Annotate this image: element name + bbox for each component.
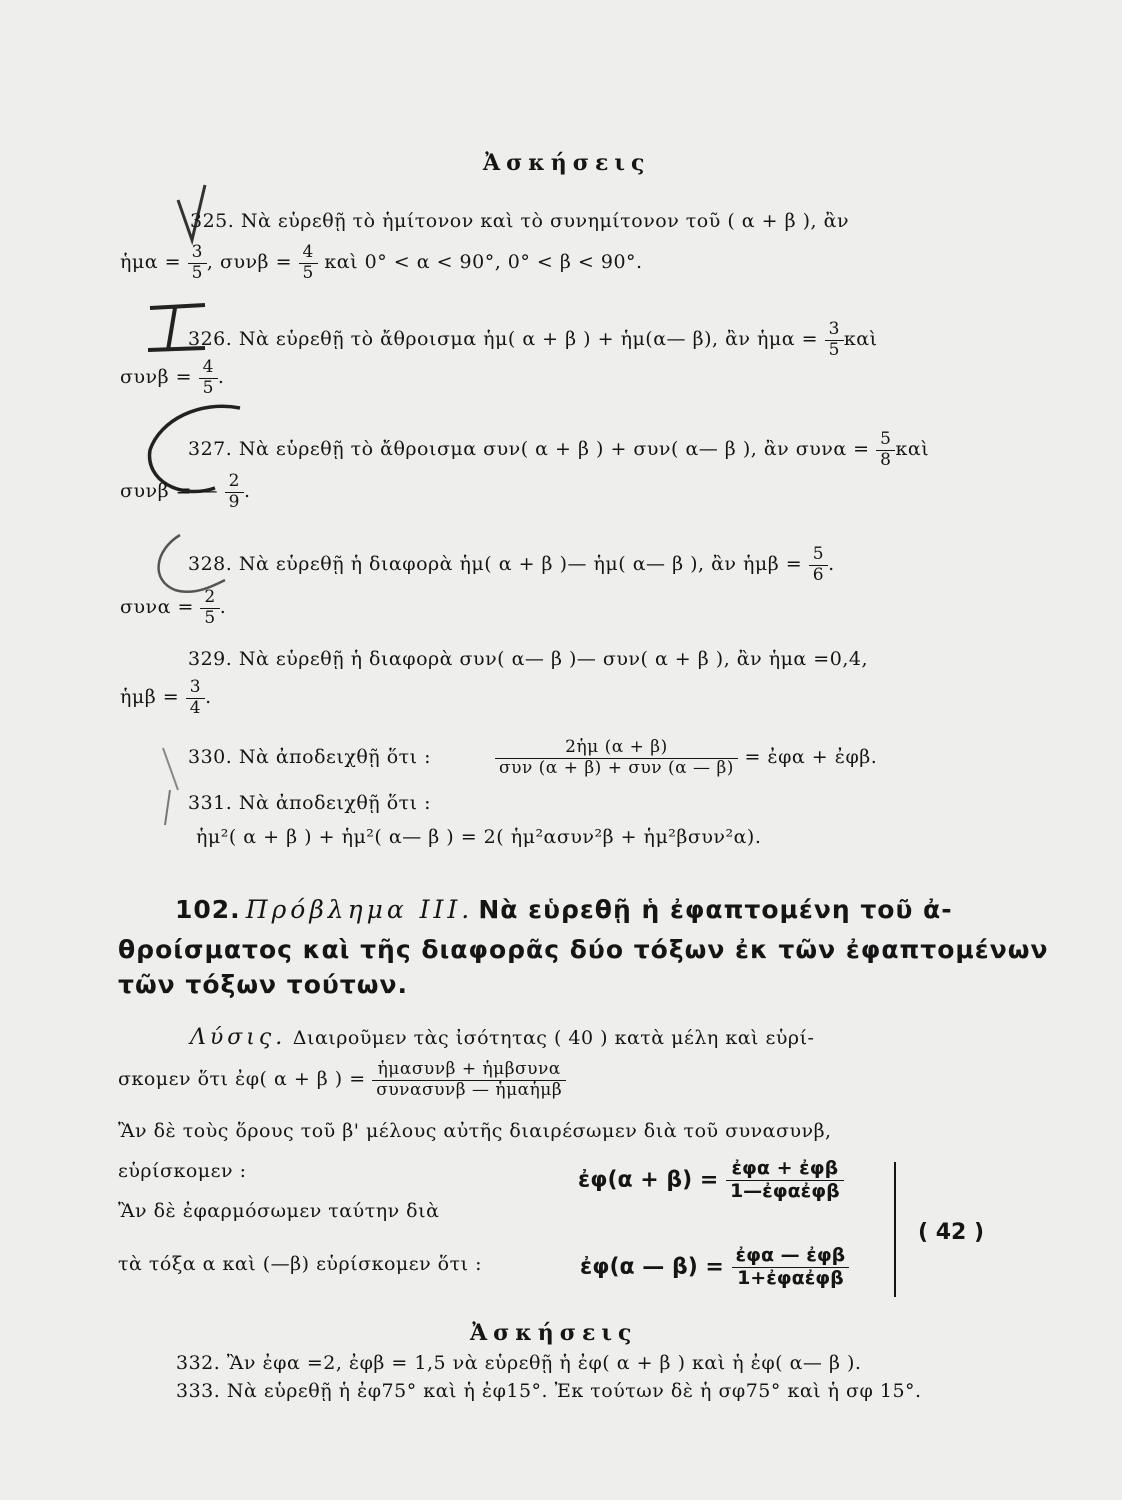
exercise-333: [176, 1380, 922, 1402]
math-text: συνβ =: [120, 366, 193, 389]
math-text: = ἐφα + ἐφβ.: [744, 746, 878, 769]
math-text: καὶ: [843, 328, 878, 351]
exercise-330: [188, 746, 431, 768]
equation-lhs: ἐφ(α + β) =: [578, 1167, 719, 1193]
exercise-number: 332.: [176, 1352, 221, 1374]
exercise-number: 325.: [190, 210, 235, 232]
exercise-325-line2: [120, 243, 643, 283]
math-text: , συνβ =: [206, 251, 292, 274]
exercise-328: [188, 545, 835, 585]
exercise-331: [188, 792, 431, 814]
exercise-328-line2: [120, 588, 226, 628]
math-text: καὶ 0° < α < 90°, 0° < β < 90°.: [324, 251, 643, 274]
solution-line6: τὰ τόξα α καὶ (—β) εὑρίσκομεν ὅτι :: [118, 1253, 482, 1275]
fraction: $\frac{\text{ἡμασυνβ + ἡμβσυνα}}{\text{συνασυνβ — ἡμαἡμβ}}$: [372, 1060, 566, 1100]
punctuation: .: [217, 366, 225, 389]
exercise-330-formula: [495, 738, 877, 778]
exercise-329: [188, 648, 868, 670]
exercise-number: 331.: [188, 792, 233, 814]
exercise-text: Νὰ εὑρεθῇ τὸ ἡμίτονον καὶ τὸ συνημίτονον τοῦ ( α + β ), ἂν: [240, 210, 850, 232]
solution-line2: [118, 1060, 566, 1100]
equation-group-bracket: [888, 1162, 896, 1297]
punctuation: .: [243, 480, 251, 503]
solution-text: Διαιροῦμεν τὰς ἰσότητας ( 40 ) κατὰ μέλη καὶ εὑρί-: [292, 1027, 815, 1049]
exercise-327: [188, 430, 929, 470]
solution-line4: εὑρίσκομεν :: [118, 1160, 247, 1182]
fraction: $\frac{3}{4}$: [186, 678, 205, 718]
exercise-number: 326.: [188, 328, 233, 351]
pencil-mark-330: [163, 748, 178, 790]
equation-lhs: ἐφ(α — β) =: [580, 1254, 724, 1280]
problem-title: Πρόβλημα III.: [245, 895, 474, 924]
exercise-number: 327.: [188, 438, 233, 461]
exercise-number: 330.: [188, 746, 233, 768]
fraction: $\frac{2}{9}$: [225, 472, 244, 512]
exercise-text: Ἂν ἐφα =2, ἐφβ = 1,5 νὰ εὑρεθῇ ἡ ἐφ( α + β ) καὶ ἡ ἐφ( α— β ).: [226, 1352, 862, 1374]
equation-label-42: ( 42 ): [918, 1220, 985, 1245]
fraction: $\frac{\text{ἐφα — ἐφβ}}{\text{1+ἐφαἐφβ}}$: [732, 1245, 850, 1290]
section-heading-exercises: Ἀσκήσεις: [483, 150, 651, 176]
fraction: $\frac{4}{5}$: [199, 358, 218, 398]
punctuation: .: [219, 596, 227, 619]
math-text: συνβ = —: [120, 480, 219, 503]
exercise-text: Νὰ εὑρεθῇ ἡ ἐφ75° καὶ ἡ ἐφ15°. Ἐκ τούτων δὲ ἡ σφ75° καὶ ἡ σφ 15°.: [226, 1380, 922, 1402]
solution-label: Λύσις.: [190, 1025, 287, 1050]
punctuation: .: [205, 686, 212, 709]
math-text: καὶ: [895, 438, 930, 461]
exercise-number: 328.: [188, 553, 233, 576]
section-heading-exercises-2: Ἀσκήσεις: [470, 1320, 638, 1346]
math-text: ἡμα =: [120, 251, 182, 274]
exercise-text: Νὰ εὑρεθῇ τὸ ἄθροισμα συν( α + β ) + συν( α— β ), ἂν συνα =: [238, 438, 870, 461]
math-text: σκομεν ὅτι ἐφ( α + β ) =: [118, 1068, 366, 1091]
math-text: ἡμβ =: [120, 686, 180, 709]
exercise-text: Νὰ εὑρεθῇ ἡ διαφορὰ συν( α— β )— συν( α + β ), ἂν ἡμα =0,4,: [238, 648, 868, 670]
fraction: $\frac{3}{5}$: [825, 320, 844, 360]
problem-text-line2: θροίσματος καὶ τῆς διαφορᾶς δύο τόξων ἐκ τῶν ἐφαπτομένων: [118, 935, 1049, 964]
punctuation: .: [828, 553, 835, 576]
fraction: $\frac{5}{8}$: [876, 430, 895, 470]
exercise-331-formula: ἡμ²( α + β ) + ἡμ²( α— β ) = 2( ἡμ²ασυν²β + ἡμ²βσυν²α).: [196, 826, 762, 848]
equation-tan-sum: [578, 1158, 844, 1203]
exercise-text: Νὰ ἀποδειχθῇ ὅτι :: [238, 746, 432, 768]
fraction: $\frac{4}{5}$: [299, 243, 318, 283]
math-text: συνα =: [120, 596, 194, 619]
exercise-326-line2: [120, 358, 224, 398]
exercise-327-line2: [120, 472, 250, 512]
problem-number: 102.: [175, 895, 241, 924]
solution-line5: Ἂν δὲ ἐφαρμόσωμεν ταύτην διὰ: [118, 1200, 440, 1222]
problem-text-line1: Νὰ εὑρεθῇ ἡ ἐφαπτομένη τοῦ ἀ-: [478, 895, 953, 924]
exercise-329-line2: [120, 678, 212, 718]
fraction: $\frac{2}{5}$: [200, 588, 219, 628]
problem-text-line3: τῶν τόξων τούτων.: [118, 970, 408, 999]
pencil-mark-331: [165, 790, 170, 825]
exercise-text: Νὰ εὑρεθῇ τὸ ἄθροισμα ἡμ( α + β ) + ἡμ(α— β), ἂν ἡμα =: [238, 328, 819, 351]
solution-line3: Ἂν δὲ τοὺς ὅρους τοῦ β' μέλους αὐτῆς διαιρέσωμεν διὰ τοῦ συνασυνβ,: [118, 1120, 832, 1142]
fraction: $\frac{5}{6}$: [809, 545, 828, 585]
exercise-text: Νὰ εὑρεθῇ ἡ διαφορὰ ἡμ( α + β )— ἡμ( α— β ), ἂν ἡμβ =: [238, 553, 803, 576]
equation-tan-difference: [580, 1245, 849, 1290]
exercise-text: Νὰ ἀποδειχθῇ ὅτι :: [238, 792, 432, 814]
exercise-332: [176, 1352, 861, 1374]
fraction: $\frac{3}{5}$: [188, 243, 207, 283]
solution-line1: [190, 1025, 814, 1050]
fraction: $\frac{\text{ἐφα + ἐφβ}}{\text{1—ἐφαἐφβ}}$: [726, 1158, 844, 1203]
exercise-325: [190, 210, 849, 232]
exercise-number: 329.: [188, 648, 233, 670]
fraction: $\frac{\text{2ἡμ (α + β)}}{\text{συν (α + β) + συν (α — β)}}$: [495, 738, 738, 778]
problem-102: [175, 895, 953, 924]
exercise-number: 333.: [176, 1380, 221, 1402]
exercise-326: [188, 320, 878, 360]
